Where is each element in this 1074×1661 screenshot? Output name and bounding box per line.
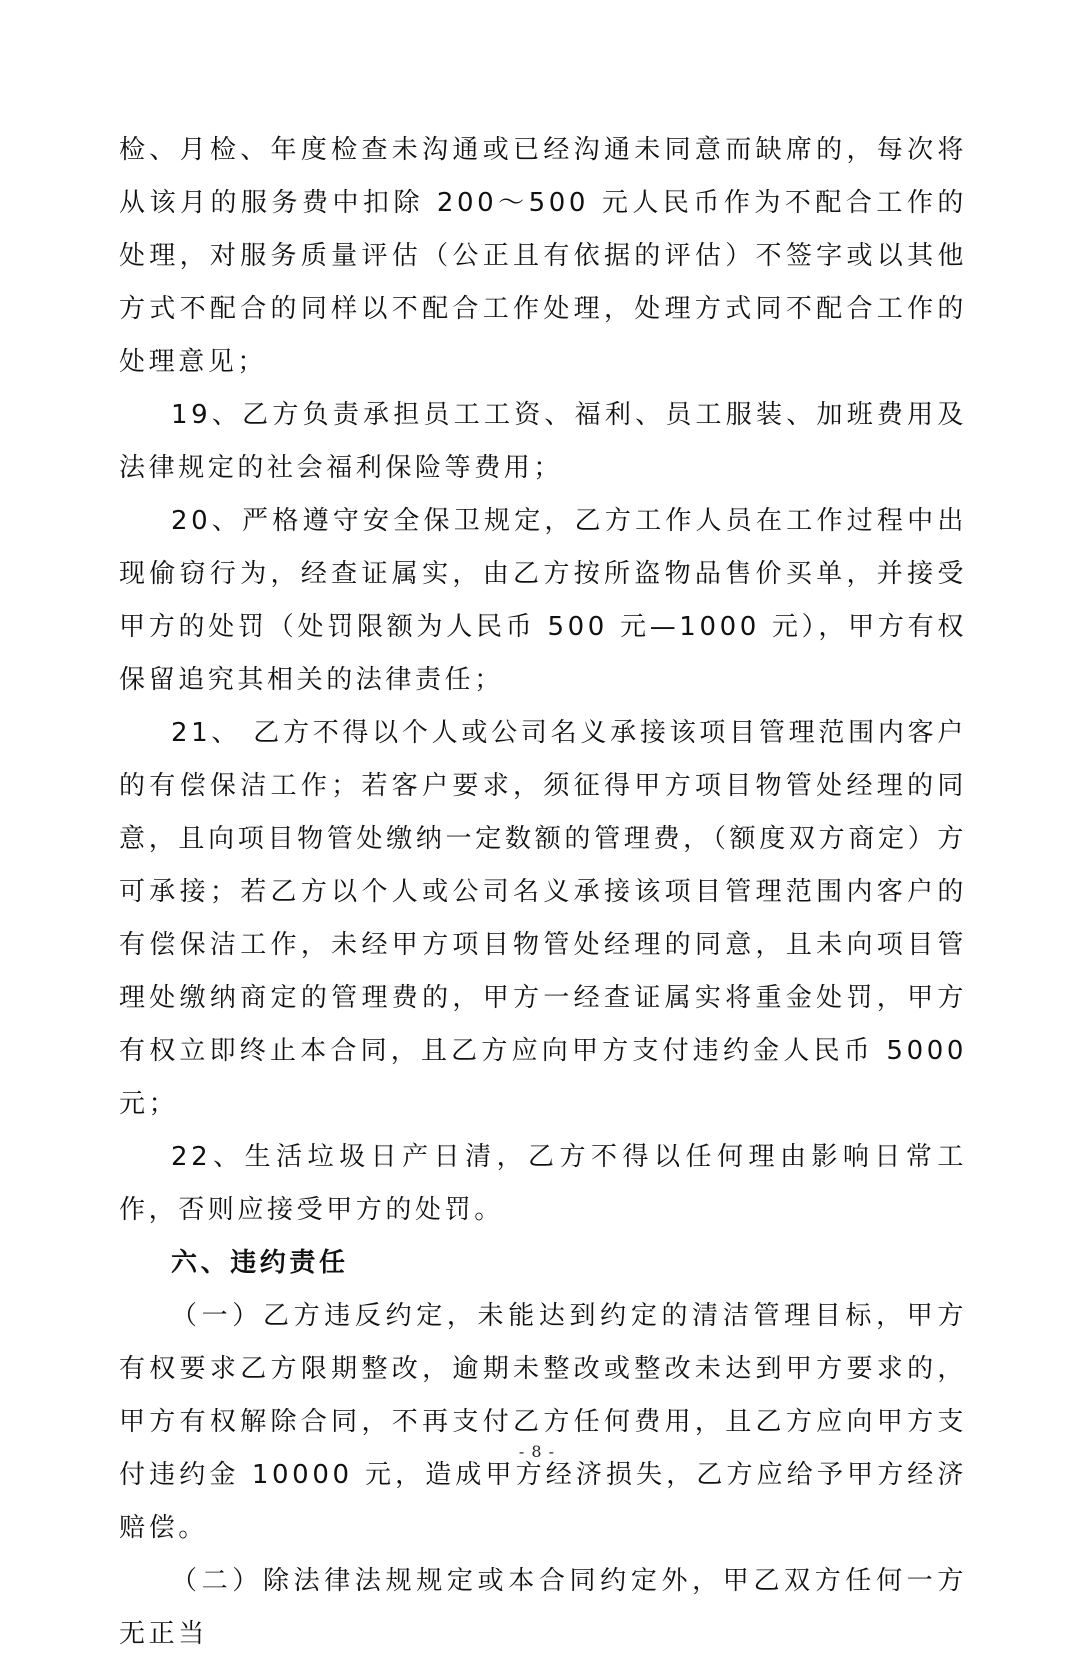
document-body [119,124,967,1661]
paragraph-clause-1: （一）乙方违反约定，未能达到约定的清洁管理目标，甲方有权要求乙方限期整改，逾期未整改或整改未达到甲方要求的，甲方有权解除合同，不再支付乙方任何费用，且乙方应向甲方支付违约金 10000 元，造成甲方经济损失，乙方应给予甲方经济赔偿。 [119,1301,967,1543]
paragraph-continuation: 检、月检、年度检查未沟通或已经沟通未同意而缺席的，每次将从该月的服务费中扣除 200～500 元人民币作为不配合工作的处理，对服务质量评估（公正且有依据的评估）不签字或以其他方式不配合的同样以不配合工作处理，处理方式同不配合工作的处理意见； [119,135,967,377]
section-heading-breach-liability: 六、违约责任 [171,1248,349,1278]
paragraph-item-22: 22、生活垃圾日产日清，乙方不得以任何理由影响日常工作，否则应接受甲方的处罚。 [119,1142,967,1225]
page-number: - 8 - [518,1442,556,1461]
paragraph-item-21: 21、 乙方不得以个人或公司名义承接该项目管理范围内客户的有偿保洁工作；若客户要求，须征得甲方项目物管处经理的同意，且向项目物管处缴纳一定数额的管理费，（额度双方商定）方可承接；若乙方以个人或公司名义承接该项目管理范围内客户的有偿保洁工作，未经甲方项目物管处经理的同意，且未向项目管理处缴纳商定的管理费的，甲方一经查证属实将重金处罚，甲方有权立即终止本合同，且乙方应向甲方支付违约金人民币 5000 元； [119,718,967,1119]
paragraph-item-19: 19、乙方负责承担员工工资、福利、员工服装、加班费用及法律规定的社会福利保险等费用； [119,400,967,483]
paragraph-clause-2: （二）除法律法规规定或本合同约定外，甲乙双方任何一方无正当 [119,1566,967,1649]
paragraph-item-20: 20、严格遵守安全保卫规定，乙方工作人员在工作过程中出现偷窃行为，经查证属实，由乙方按所盗物品售价买单，并接受甲方的处罚（处罚限额为人民币 500 元—1000 元），甲方有权保留追究其相关的法律责任； [119,506,967,695]
